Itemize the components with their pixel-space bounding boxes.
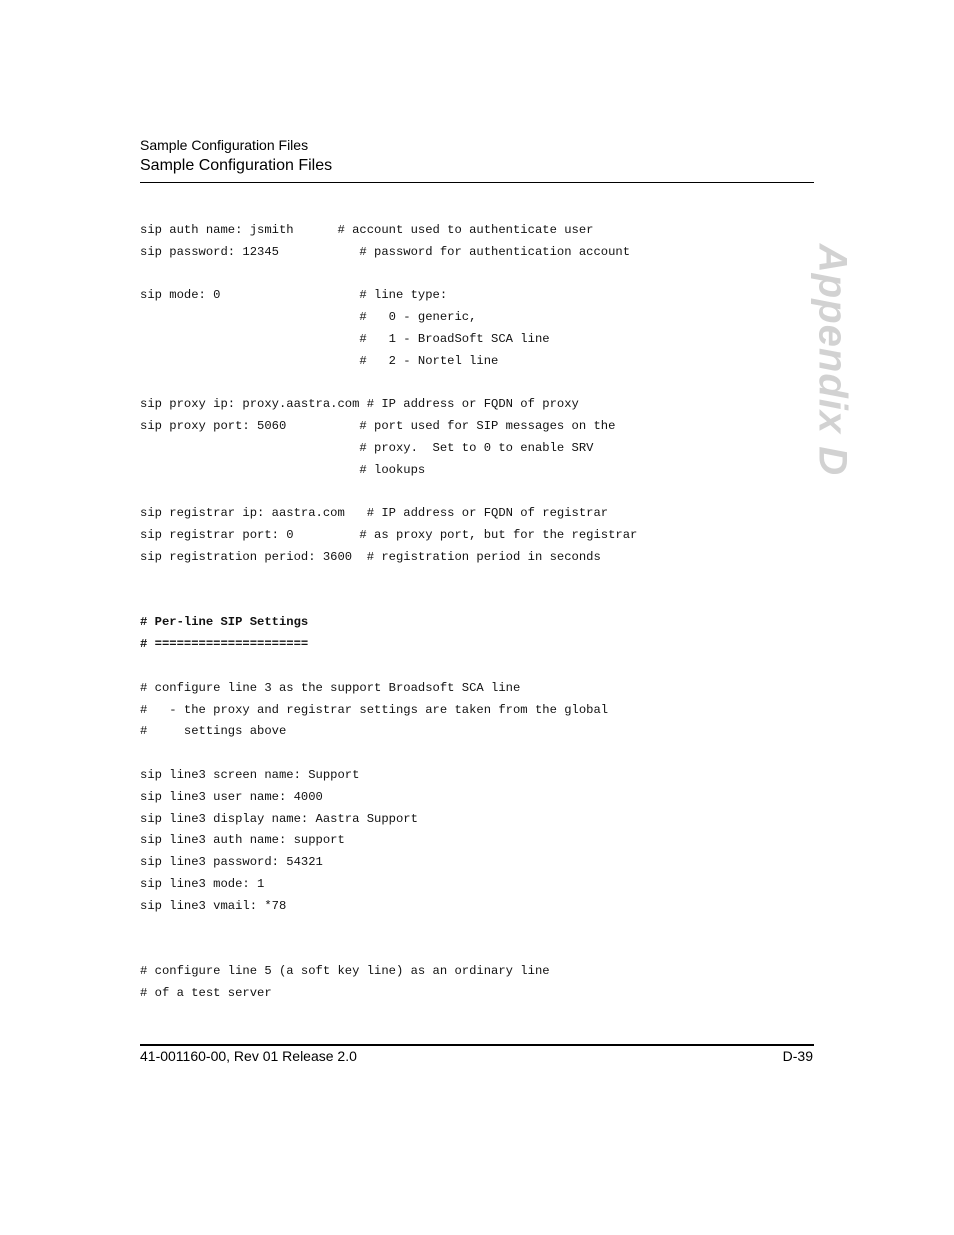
code-line: sip line3 screen name: Support xyxy=(140,767,360,782)
code-line xyxy=(140,373,800,395)
code-line: # lookups xyxy=(140,462,426,477)
code-line: # 2 - Nortel line xyxy=(140,353,499,368)
config-code-block xyxy=(140,220,800,1005)
code-line: # - the proxy and registrar settings are taken from the global xyxy=(140,702,609,717)
appendix-side-tab-label: Appendix D xyxy=(810,243,854,477)
footer-page-number: D-39 xyxy=(782,1048,813,1064)
appendix-side-tab xyxy=(810,240,854,480)
code-line: sip line3 mode: 1 xyxy=(140,876,265,891)
code-line xyxy=(140,918,800,940)
code-line: sip proxy ip: proxy.aastra.com # IP address or FQDN of proxy xyxy=(140,397,579,412)
footer-divider xyxy=(140,1044,814,1046)
code-line: sip mode: 0 # line type: xyxy=(140,288,448,303)
code-line xyxy=(140,569,800,591)
code-line xyxy=(140,264,800,286)
running-header: Sample Configuration Files xyxy=(140,137,309,153)
code-line xyxy=(140,939,800,961)
footer-doc-id: 41-001160-00, Rev 01 Release 2.0 xyxy=(140,1048,357,1064)
code-line xyxy=(140,656,800,678)
code-line: sip line3 display name: Aastra Support xyxy=(140,811,418,826)
code-line: sip line3 auth name: support xyxy=(140,833,345,848)
code-line: # of a test server xyxy=(140,985,272,1000)
code-line: sip registrar port: 0 # as proxy port, but for the registrar xyxy=(140,528,638,543)
code-line: sip line3 password: 54321 xyxy=(140,855,323,870)
code-line: # proxy. Set to 0 to enable SRV xyxy=(140,440,594,455)
code-line xyxy=(140,482,800,504)
section-title: Sample Configuration Files xyxy=(140,157,333,174)
code-line: sip line3 user name: 4000 xyxy=(140,789,323,804)
code-line: # ===================== xyxy=(140,637,309,652)
code-line: # 0 - generic, xyxy=(140,310,477,325)
code-line xyxy=(140,591,800,613)
code-line: sip auth name: jsmith # account used to authenticate user xyxy=(140,223,594,237)
code-line: sip password: 12345 # password for authentication account xyxy=(140,244,631,259)
code-line: # configure line 3 as the support Broadsoft SCA line xyxy=(140,680,521,695)
code-line xyxy=(140,743,800,765)
code-line: sip registration period: 3600 # registration period in seconds xyxy=(140,549,601,564)
code-line: # settings above xyxy=(140,724,287,739)
code-line: # 1 - BroadSoft SCA line xyxy=(140,331,550,346)
code-line: # Per-line SIP Settings xyxy=(140,615,309,630)
header-divider xyxy=(140,182,814,183)
code-line: sip registrar ip: aastra.com # IP address or FQDN of registrar xyxy=(140,506,609,521)
code-line: sip proxy port: 5060 # port used for SIP messages on the xyxy=(140,419,616,434)
code-line: sip line3 vmail: *78 xyxy=(140,898,287,913)
code-line: # configure line 5 (a soft key line) as an ordinary line xyxy=(140,964,550,979)
